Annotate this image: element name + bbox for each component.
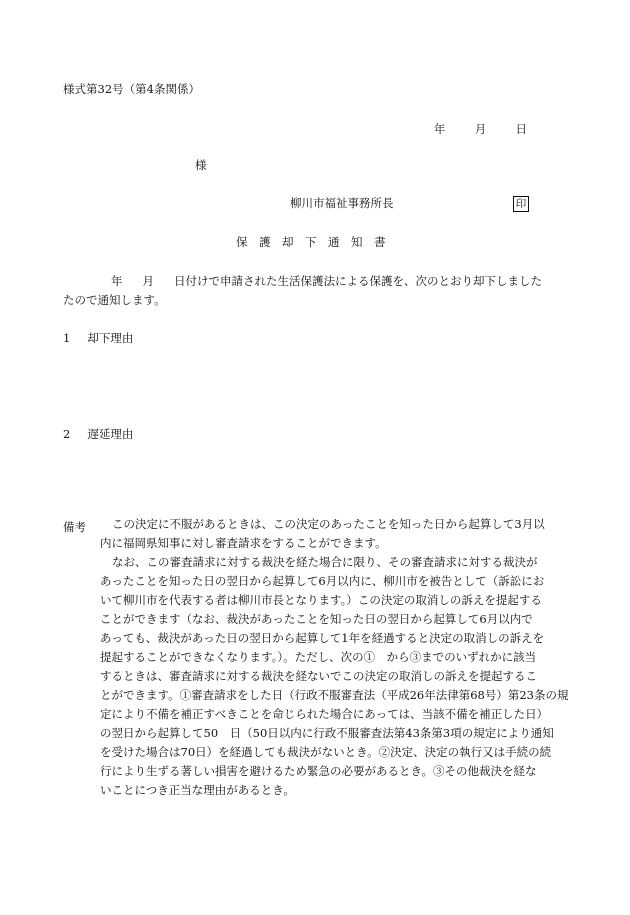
document-title: 保 護 却 下 通 知 書: [236, 235, 386, 249]
body-year-label: 年: [111, 274, 123, 288]
remarks-line: ことができます（なお、裁決があったことを知った日の翌日から起算して6月以内で: [100, 612, 533, 626]
section-delay-reason: [63, 429, 133, 441]
date-day-label: 日: [515, 122, 527, 136]
section-number: 2: [63, 427, 71, 441]
section-label: 遅延理由: [87, 427, 134, 441]
seal-mark: 印: [513, 196, 529, 212]
remarks-line: なお、この審査請求に対する裁決を経た場合に限り、その審査請求に対する裁決が: [112, 555, 538, 569]
date-year-label: 年: [433, 122, 446, 136]
notice-body: [63, 272, 577, 310]
remarks-line: あったことを知った日の翌日から起算して6月以内に、柳川市を被告として（訴訟にお: [100, 574, 545, 588]
date-month-label: 月: [474, 122, 487, 136]
remarks-line: いことにつき正当な理由があるとき。: [100, 783, 295, 797]
remarks-label: 備考: [63, 520, 86, 534]
remarks-line: するときは、審査請求に対する裁決を経ないでこの決定の取消しの訴えを提起するこ: [100, 669, 537, 683]
remarks-line: とができます。①審査請求をした日（行政不服審査法（平成26年法律第68号）第23条の規: [100, 688, 569, 702]
remarks-line: この決定に不服があるときは、この決定のあったことを知った日から起算して3月以: [112, 517, 545, 531]
date-line: [434, 124, 527, 136]
body-text-continued: たので通知します。: [63, 293, 166, 307]
section-number: 1: [63, 331, 71, 345]
remarks-line: 提起することができなくなります。）。ただし、次の① から③までのいずれかに該当: [100, 650, 537, 664]
addressee-suffix: 様: [195, 158, 207, 172]
body-month-label: 月: [142, 274, 154, 288]
form-number: 様式第32号（第4条関係）: [63, 82, 200, 96]
remarks-line: を受けた場合は70日）を経過しても裁決がないとき。②決定、決定の執行又は手続の続: [100, 745, 552, 759]
body-text: 日付けで申請された生活保護法による保護を、次のとおり却下しました: [174, 274, 542, 288]
remarks-line: の翌日から起算して50 日（50日以内に行政不服審査法第43条第3項の規定により通知: [100, 726, 554, 740]
section-rejection-reason: [63, 333, 133, 345]
issuer-name: 柳川市福祉事務所長: [290, 196, 394, 210]
remarks-line: あっても、裁決があった日の翌日から起算して1年を経過すると決定の取消しの訴えを: [100, 631, 545, 645]
remarks-line: 行により生ずる著しい損害を避けるため緊急の必要があるとき。③その他裁決を経な: [100, 764, 537, 778]
remarks-line: 内に福岡県知事に対し審査請求をすることができます。: [100, 536, 387, 550]
remarks-line: いて柳川市を代表する者は柳川市長となります。）この決定の取消しの訴えを提起する: [100, 593, 542, 607]
remarks-line: 定により不備を補正すべきことを命じられた場合にあっては、当該不備を補正した日）: [100, 707, 549, 721]
section-label: 却下理由: [87, 331, 134, 345]
